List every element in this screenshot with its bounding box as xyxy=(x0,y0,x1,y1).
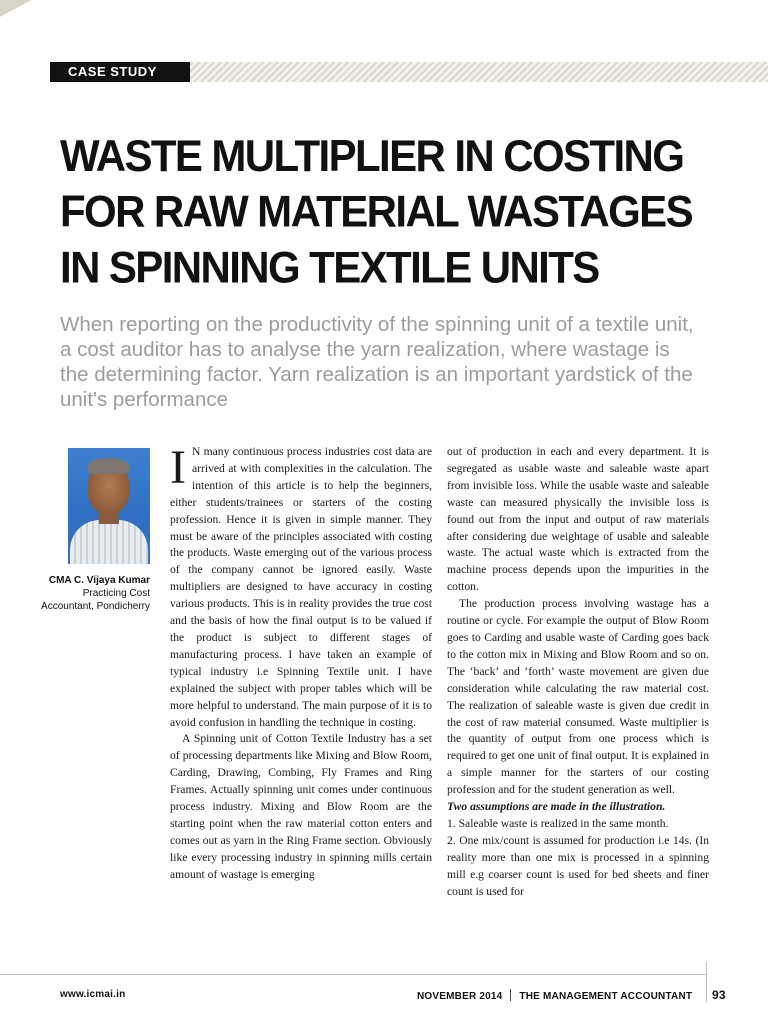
footer-url: www.icmai.in xyxy=(60,989,126,1000)
assumption-item: 2. One mix/count is assumed for production i.e 14s. (In reality more than one mix is processed in a spinning mill e.g coarser count is used for bed sheets and finer count is used for xyxy=(447,833,709,898)
body-paragraph: A Spinning unit of Cotton Textile Industry has a set of processing departments like Mixing and Blow Room, Carding, Drawing, Combing, Fly Frames and Ring Frames. Actually spinning unit comes under continuous process industry. Mixing and Blow Room are the starting point when the raw material cotton enters and comes out as yarn in the Ring Frame section. Obviously like every processing industry in spinning mills certain amount of wastage is emerging xyxy=(170,732,432,881)
footer-magazine: THE MANAGEMENT ACCOUNTANT xyxy=(519,991,693,1002)
footer-divider xyxy=(706,962,707,1002)
body-column-2 xyxy=(447,444,709,900)
body-column-1 xyxy=(170,441,432,884)
author-byline xyxy=(40,574,150,613)
body-paragraph: out of production in each and every department. It is segregated as usable waste and saleable waste apart from invisible loss. While the usable waste and saleable waste can measured physically the invisible loss is found out from the input and output of raw materials after considering due weightage of usable and saleable waste. The actual waste which is extracted from the machine process depends upon the impurities in the cotton. xyxy=(447,445,709,594)
body-paragraph: I N many continuous process industries cost data are arrived at with complexities in the calculation. The intention of this article is to help the beginners, either students/trainees or starters of the costing profession. Hence it is given in simple manner. They must be aware of the principles associated with costing the products. Waste emerging out of the various process of the company cannot be ignored easily. Waste multipliers are designed to have accuracy in costing various products. This is in reality provides the true cost and the basis of how the final output is to be valued if the product is subject to different stages of manufacturing process. I have taken an example of typical industry i.e Spinning Textile unit. I have explained the subject with proper tables which will be more helpful to understand. The main purpose of it is to avoid confusion in handling the technique in costing. xyxy=(170,441,432,729)
author-role: Practicing Cost Accountant, Pondicherry xyxy=(41,588,150,612)
article-deck: When reporting on the productivity of the spinning unit of a textile unit, a cost auditor has to analyse the yarn realization, where wastage is the determining factor. Yarn realization is an important yardstick of the unit's performance xyxy=(60,313,694,411)
assumptions-heading: Two assumptions are made in the illustration. xyxy=(447,800,666,814)
footer-rule xyxy=(0,974,706,975)
assumption-item: 1. Saleable waste is realized in the same month. xyxy=(447,816,669,830)
article-title xyxy=(60,128,720,295)
corner-decoration xyxy=(0,0,200,62)
page-number: 93 xyxy=(712,988,726,1002)
footer-issue: NOVEMBER 2014 xyxy=(417,991,503,1002)
author-name: CMA C. Vijaya Kumar xyxy=(48,575,150,586)
title-line-2: FOR RAW MATERIAL WASTAGES xyxy=(60,186,692,237)
author-photo xyxy=(68,448,150,564)
title-line-1: WASTE MULTIPLIER IN COSTING xyxy=(60,131,684,181)
footer-separator xyxy=(510,989,511,1001)
section-label: CASE STUDY xyxy=(50,62,190,82)
body-paragraph: The production process involving wastage has a routine or cycle. For example the output of Blow Room goes to Carding and usable waste of Carding goes back to the cotton mix in Mixing and Blow Room and so on. The ‘back’ and ‘forth’ waste movement are given due consideration while calculating the raw material cost. The realization of saleable waste is given due credit in the cost of raw material consumed. Waste multiplier is the quantity of output from one process which is required to get one unit of final output. It is explained in a simple manner for the starters of our costing profession and for the student generation as well. xyxy=(447,597,709,797)
drop-cap: I xyxy=(170,441,186,494)
footer-publication xyxy=(417,989,692,1002)
title-line-3: IN SPINNING TEXTILE UNITS xyxy=(60,242,599,292)
